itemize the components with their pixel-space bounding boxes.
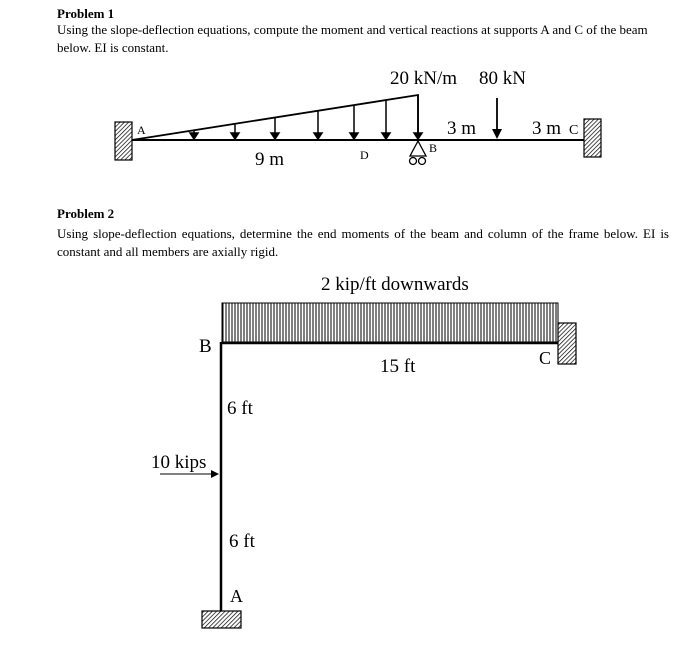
node-b-label: B xyxy=(199,336,212,357)
roller-support-b xyxy=(410,141,427,165)
span-ab-label: 9 m xyxy=(255,149,285,170)
node-d-label: D xyxy=(360,148,369,162)
node-a-label: A xyxy=(230,586,243,606)
horizontal-load-label: 10 kips xyxy=(151,452,207,473)
distributed-load-label: 2 kip/ft downwards xyxy=(321,274,469,295)
beam-length-label: 15 ft xyxy=(380,356,416,377)
span-b-to-load-label: 3 m xyxy=(447,118,477,139)
problem-1-title: Problem 1 xyxy=(57,6,115,21)
point-load-arrow xyxy=(492,98,502,139)
problem-2-statement: Using slope-deflection equations, determine the end moments of the beam and column of the frame below. EI is constant and all members are axially rigid. xyxy=(57,226,669,259)
node-a-label: A xyxy=(137,123,146,137)
span-load-to-c-label: 3 m xyxy=(532,118,562,139)
node-c-label: C xyxy=(569,123,579,138)
fixed-support-c xyxy=(558,323,576,364)
uniform-load-block xyxy=(222,303,558,342)
problem-1-statement: Using the slope-deflection equations, compute the moment and vertical reactions at supports A and C of the beam below. EI is constant. xyxy=(57,22,648,55)
distributed-load-arrows xyxy=(190,95,422,139)
fixed-support-c xyxy=(584,119,601,157)
problem-2-frame-diagram xyxy=(151,274,576,628)
fixed-support-a xyxy=(115,122,132,160)
problem-2-title: Problem 2 xyxy=(57,206,115,221)
node-c-label: C xyxy=(539,348,552,368)
upper-column-length-label: 6 ft xyxy=(227,398,253,419)
node-b-label: B xyxy=(429,141,438,155)
fixed-support-a xyxy=(202,611,241,628)
lower-column-length-label: 6 ft xyxy=(229,531,255,552)
point-load-label: 80 kN xyxy=(479,68,526,89)
problem-1-beam-diagram xyxy=(115,68,601,170)
distributed-load-label: 20 kN/m xyxy=(390,68,458,89)
